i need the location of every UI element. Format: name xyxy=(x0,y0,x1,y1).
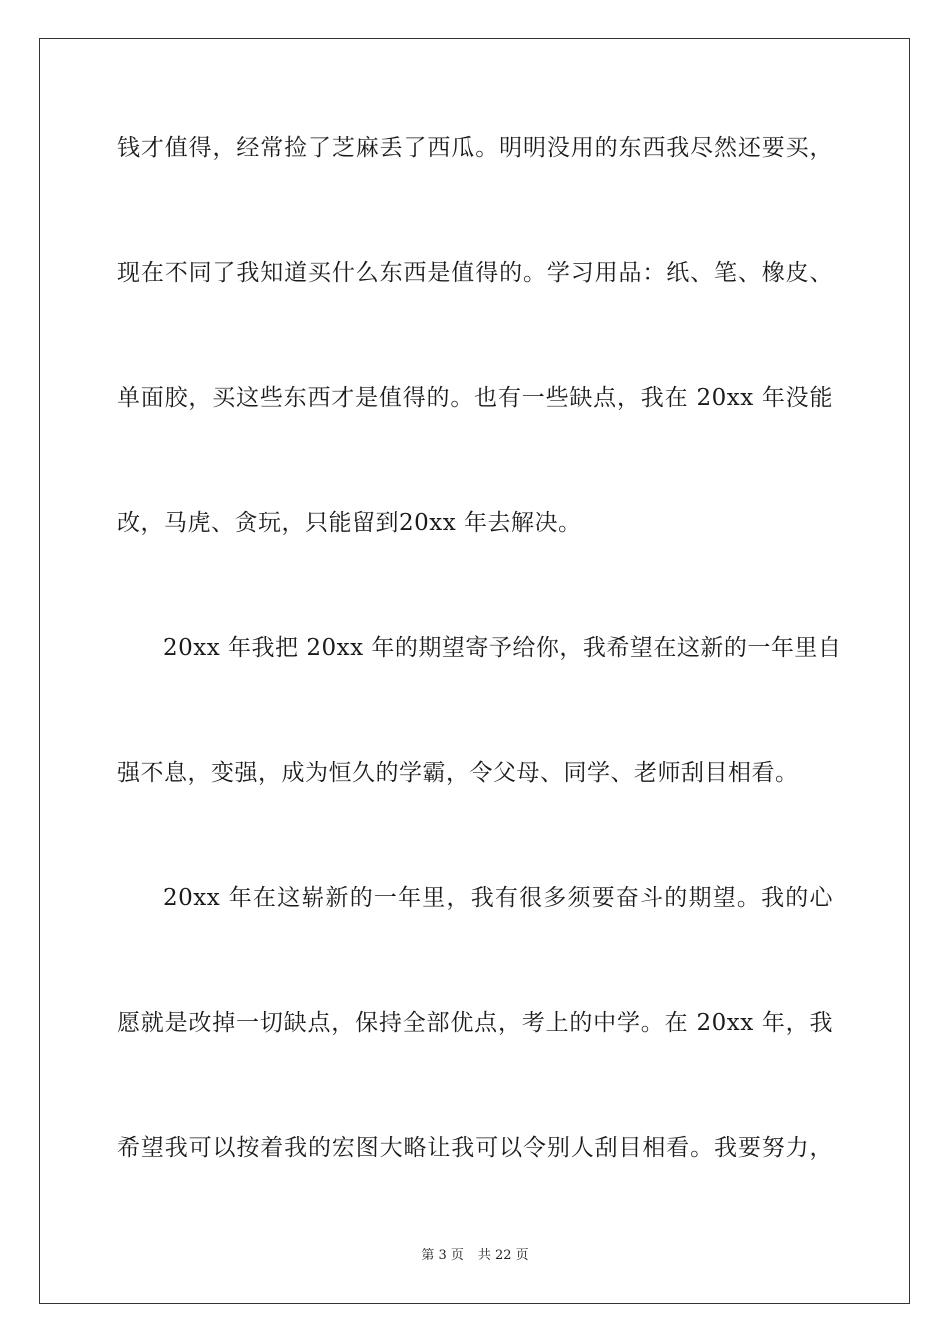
page-total: 共 22 页 xyxy=(477,1248,529,1263)
text-line-3: 单面胶，买这些东西才是值得的。也有一些缺点，我在 20xx 年没能 xyxy=(117,385,833,411)
text-line-6: 强不息，变强，成为恒久的学霸，令父母、同学、老师刮目相看。 xyxy=(117,760,799,786)
text-line-4: 改，马虎、贪玩，只能留到20xx 年去解决。 xyxy=(117,510,582,536)
text-line-2: 现在不同了我知道买什么东西是值得的。学习用品：纸、笔、橡皮、 xyxy=(117,260,833,286)
text-line-8: 愿就是改掉一切缺点，保持全部优点，考上的中学。在 20xx 年，我 xyxy=(117,1010,833,1036)
text-line-1: 钱才值得，经常捡了芝麻丢了西瓜。明明没用的东西我尽然还要买， xyxy=(117,135,833,161)
page-footer xyxy=(0,1247,950,1265)
page-border xyxy=(39,38,910,1304)
text-line-9: 希望我可以按着我的宏图大略让我可以令别人刮目相看。我要努力， xyxy=(117,1135,833,1161)
text-line-5: 20xx 年我把 20xx 年的期望寄予给你，我希望在这新的一年里自 xyxy=(163,635,842,661)
page-number: 第 3 页 xyxy=(421,1248,464,1263)
text-line-7: 20xx 年在这崭新的一年里，我有很多须要奋斗的期望。我的心 xyxy=(163,885,833,911)
